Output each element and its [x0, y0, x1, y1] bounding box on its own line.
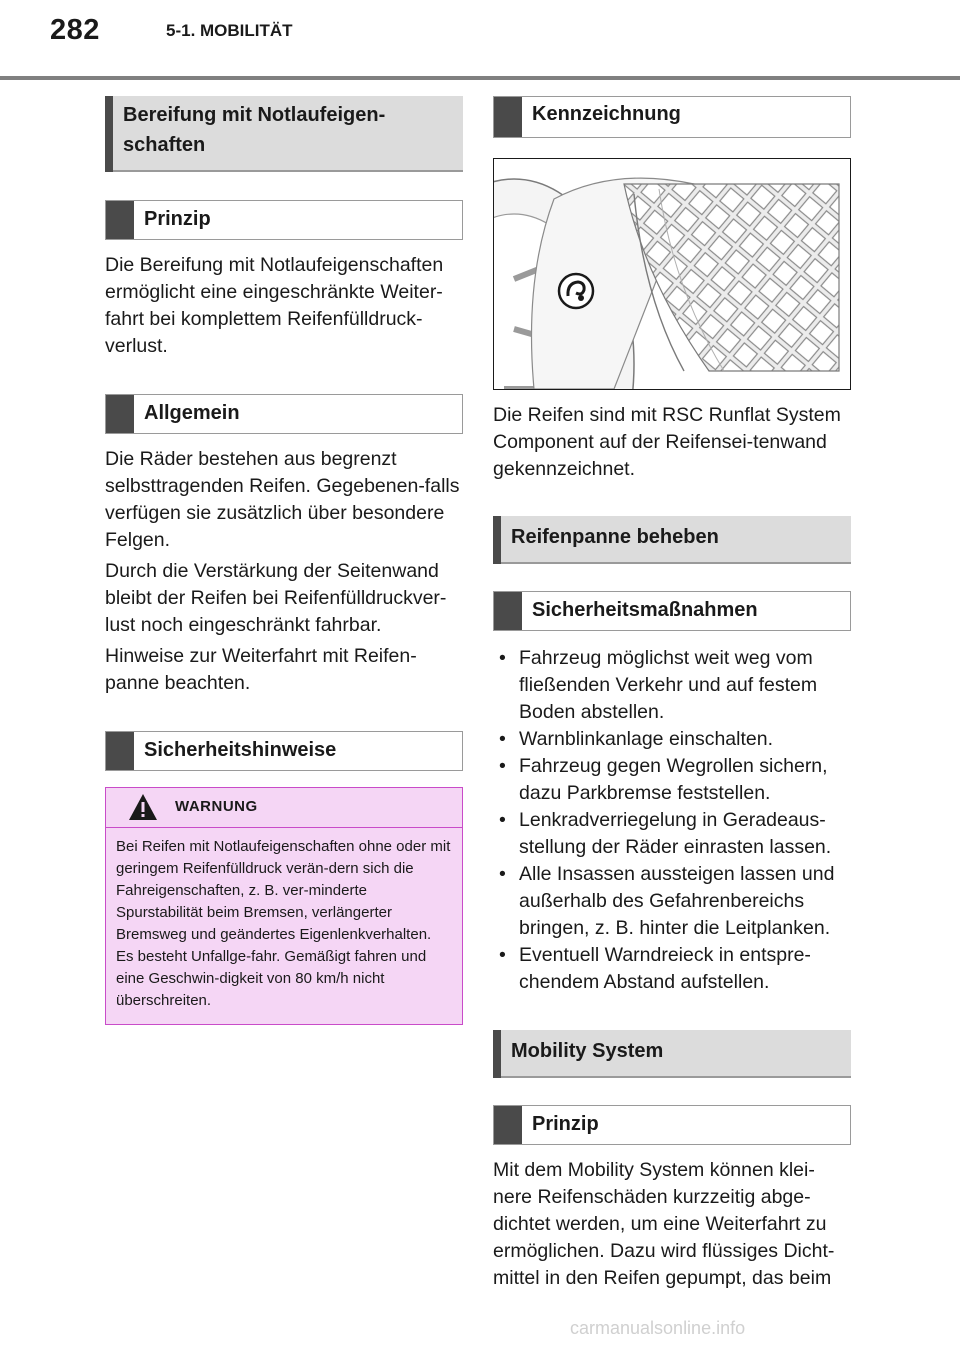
left-column — [105, 96, 463, 1025]
heading-sicherheitshinweise: Sicherheitshinweise — [105, 731, 463, 771]
header-rule — [0, 76, 960, 80]
safety-list — [493, 645, 851, 996]
list-item: • Alle Insassen aussteigen lassen und außerhalb des Gefahrenbereichs bringen, z. B. hinter die Leitplanken. — [493, 861, 851, 942]
list-item: • Fahrzeug möglichst weit weg vom fließenden Verkehr und auf festem Boden abstellen. — [493, 645, 851, 726]
heading-sicherheitsmassnahmen: Sicherheitsmaßnahmen — [493, 591, 851, 631]
paragraph-allgemein-2: Durch die Verstärkung der Seitenwand bleibt der Reifen bei Reifenfülldruckver-lust noch eingeschränkt fahrbar. — [105, 560, 447, 636]
heading-prinzip-mobility: Prinzip — [493, 1105, 851, 1145]
list-item: • Warnblinkanlage einschalten. — [493, 726, 851, 753]
paragraph-mobility: Mit dem Mobility System können klei-nere Reifenschäden kurzzeitig abge-dichtet werden, um eine Weiterfahrt zu ermöglichen. Dazu wird flüssiges Dicht-mittel in den Reifen gepumpt, das beim — [493, 1159, 835, 1289]
page-header — [0, 0, 960, 80]
heading-runflat: Bereifung mit Notlaufeigen-schaften — [105, 96, 463, 172]
list-item: • Fahrzeug gegen Wegrollen sichern, dazu Parkbremse feststellen. — [493, 753, 851, 807]
warning-text: Bei Reifen mit Notlaufeigenschaften ohne oder mit geringem Reifenfülldruck verän-dern sich die Fahreigenschaften, z. B. ver-minderte Spurstabilität beim Bremsen, verlängerter Bremsweg und geändertes Eigenlenkverhalten. Es besteht Unfallge-fahr. Gemäßigt fahren und eine Geschwin-digkeit von 80 km/h nicht überschreiten. — [116, 838, 451, 1009]
chapter-title: 5-1. MOBILITÄT — [166, 21, 293, 40]
heading-reifenpanne: Reifenpanne beheben — [493, 516, 851, 564]
warning-title: WARNUNG — [175, 798, 258, 815]
heading-mobility-system: Mobility System — [493, 1030, 851, 1078]
paragraph-prinzip: Die Bereifung mit Notlaufeigenschaften ermöglicht eine eingeschränkte Weiter-fahrt bei komplettem Reifenfülldruck-verlust. — [105, 254, 444, 357]
paragraph-allgemein-3: Hinweise zur Weiterfahrt mit Reifen-panne beachten. — [105, 645, 417, 694]
page-number: 282 — [50, 14, 100, 46]
heading-kennzeichnung: Kennzeichnung — [493, 96, 851, 138]
tire-drawing — [494, 159, 850, 389]
warning-box — [105, 787, 463, 1025]
list-item: • Eventuell Warndreieck in entspre-chendem Abstand aufstellen. — [493, 942, 851, 996]
tire-illustration — [493, 158, 851, 390]
watermark: carmanualsonline.info — [570, 1318, 746, 1338]
paragraph-allgemein-1: Die Räder bestehen aus begrenzt selbsttragenden Reifen. Gegebenen-falls verfügen sie zusätzlich über besondere Felgen. — [105, 448, 460, 551]
warning-header — [106, 788, 462, 828]
paragraph-kennzeichnung: Die Reifen sind mit RSC Runflat System Component auf der Reifensei-tenwand gekennzeichnet. — [493, 404, 841, 480]
warning-triangle-icon — [128, 793, 158, 821]
heading-allgemein: Allgemein — [105, 394, 463, 434]
list-item: • Lenkradverriegelung in Geradeaus-stellung der Räder einrasten lassen. — [493, 807, 851, 861]
rsc-symbol-icon — [557, 272, 595, 310]
heading-prinzip: Prinzip — [105, 200, 463, 240]
right-column — [493, 96, 851, 1292]
